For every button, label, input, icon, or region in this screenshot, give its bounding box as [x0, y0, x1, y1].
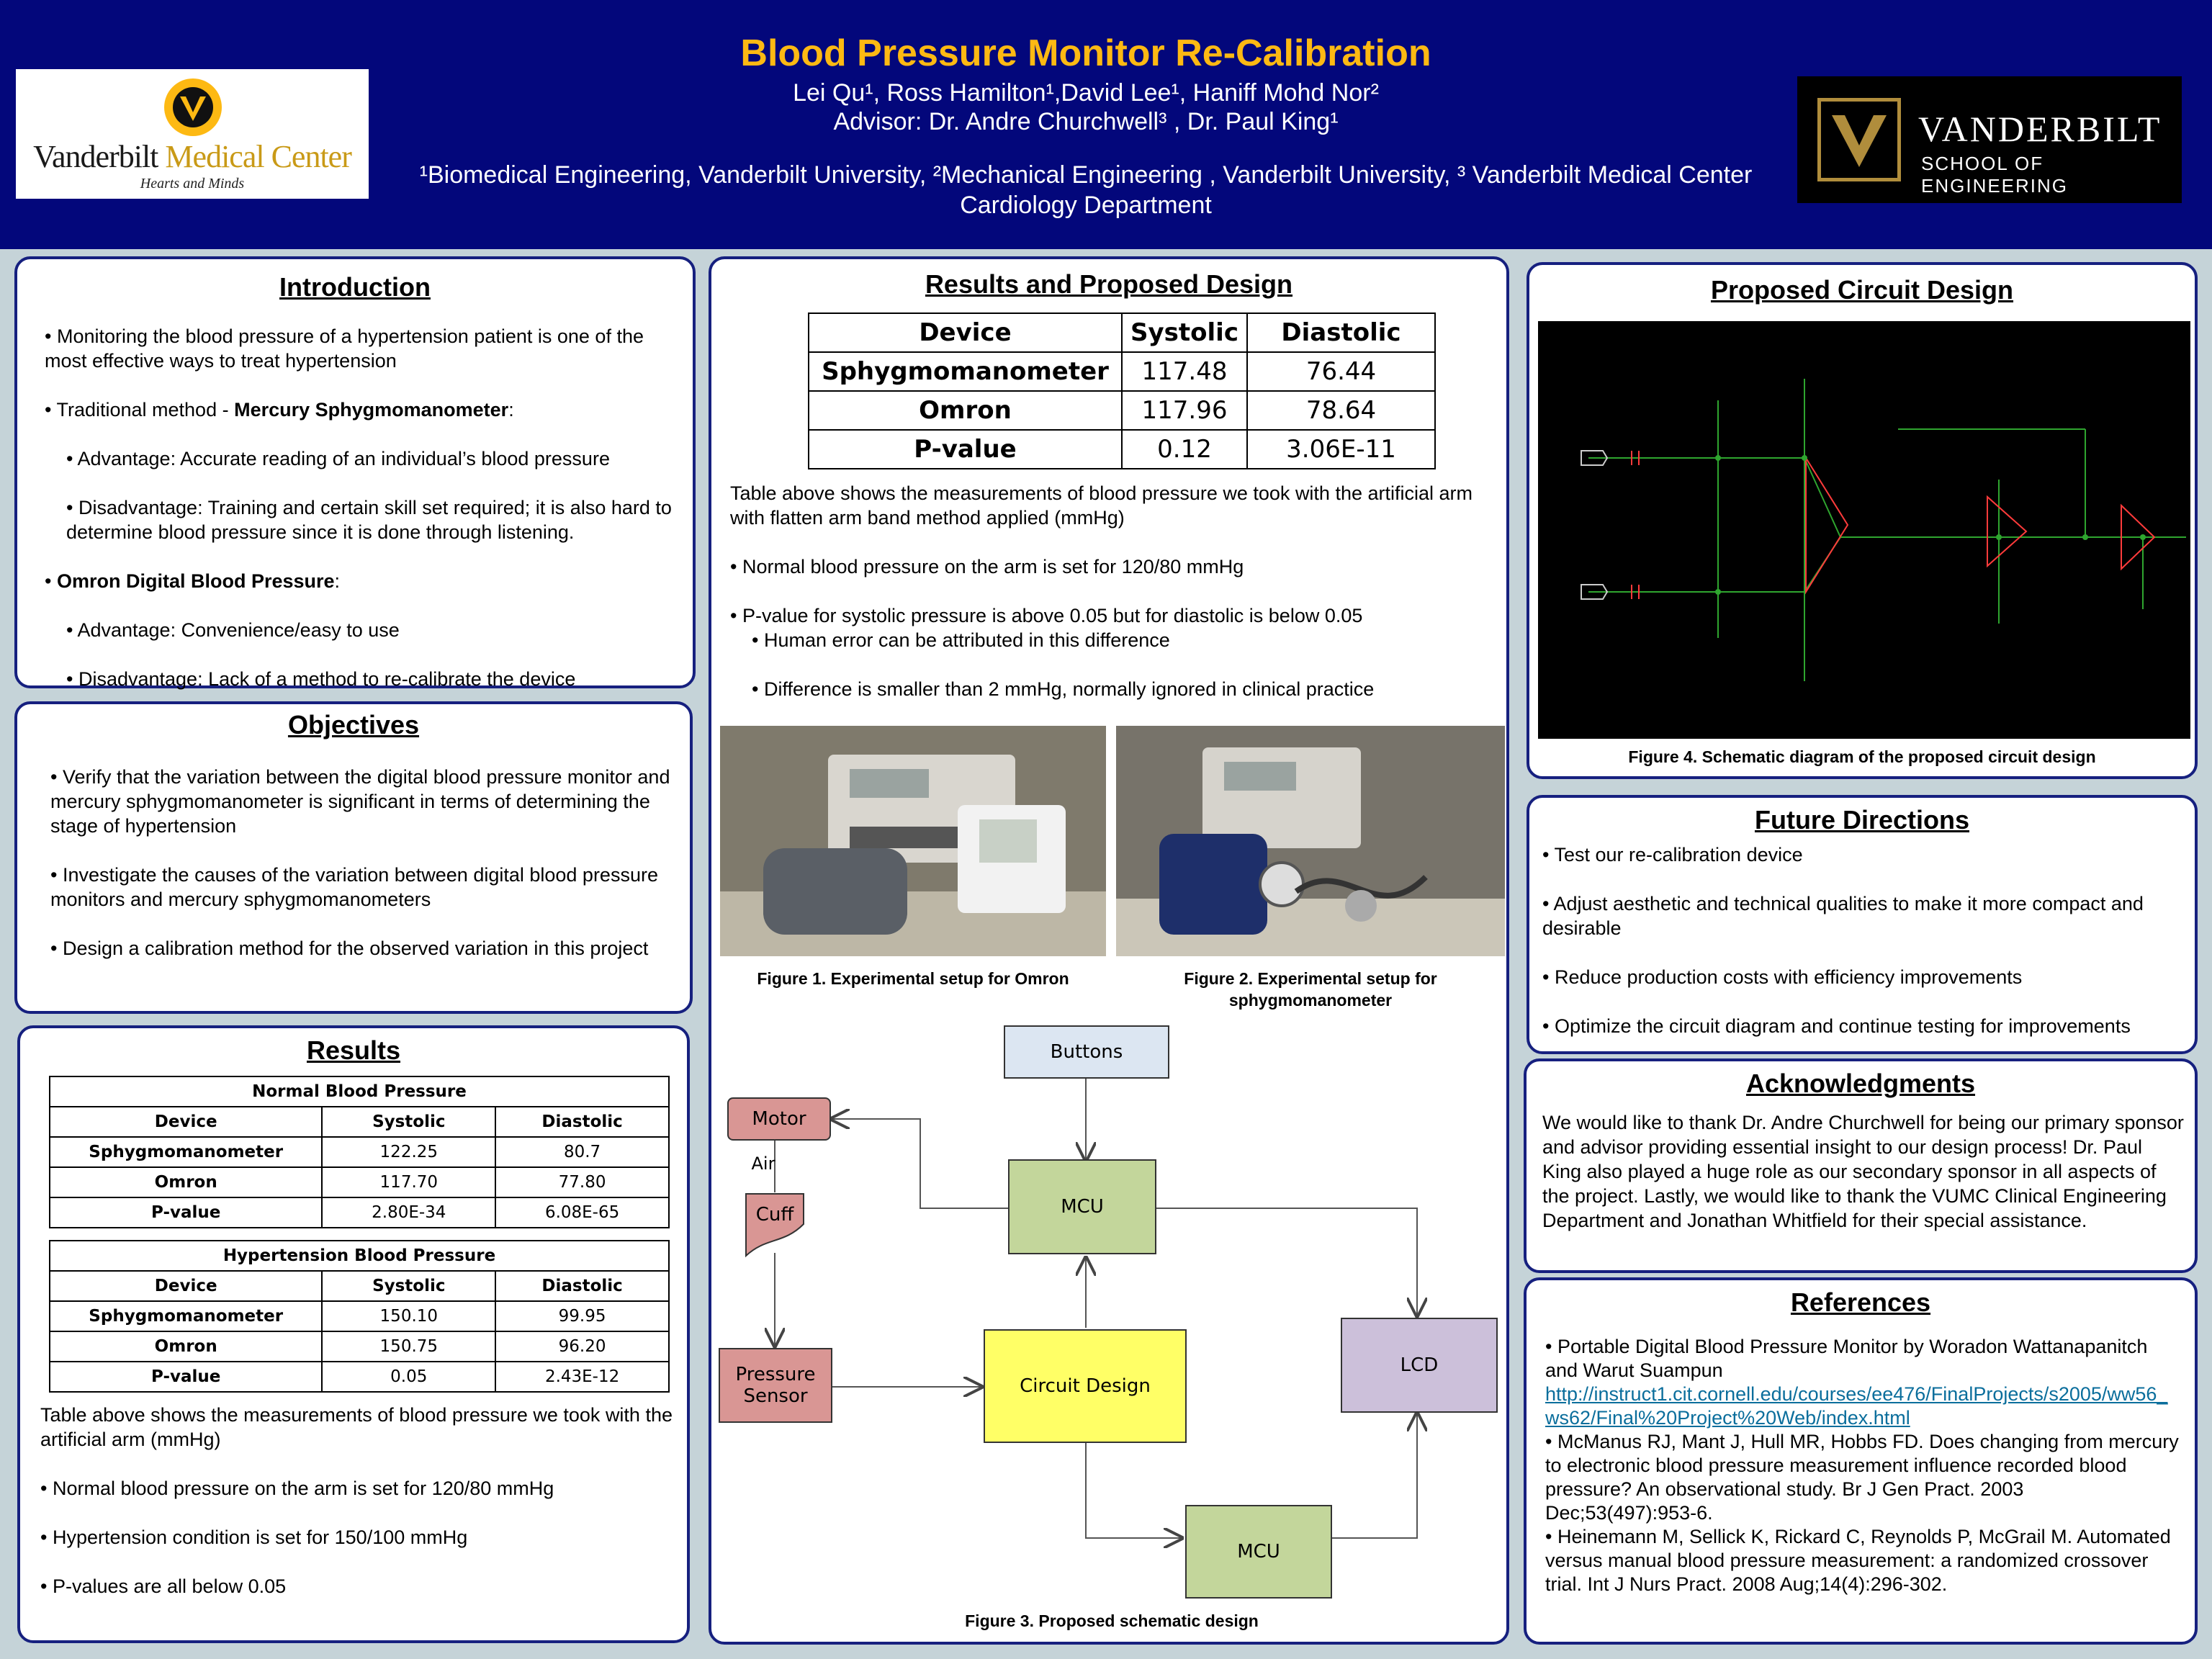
table-row: P-value 2.80E-34 6.08E-65: [50, 1197, 669, 1228]
logo-left-tagline: Hearts and Minds: [140, 176, 245, 192]
objectives-title: Objectives: [287, 710, 420, 739]
header-systolic: Systolic: [1122, 313, 1247, 352]
mcu-top-block: MCU: [1008, 1159, 1156, 1254]
header-device: Device: [50, 1271, 322, 1301]
affiliations: ¹Biomedical Engineering, Vanderbilt University, ²Mechanical Engineering , Vanderbilt University, ³ Vanderbilt Medical Center Cardiology Department: [419, 161, 1753, 219]
air-label: Air: [751, 1154, 775, 1174]
vanderbilt-medical-center-logo: [16, 69, 369, 199]
acknowledgments-title: Acknowledgments: [1745, 1069, 1976, 1098]
references-title: References: [1790, 1287, 1931, 1317]
arrow-mcu-bottom-to-lcd: [1332, 1414, 1417, 1538]
header-diastolic: Diastolic: [1247, 313, 1435, 352]
header-systolic: Systolic: [322, 1107, 495, 1137]
poster-header: [0, 0, 2212, 249]
objectives-panel: [14, 701, 693, 1014]
header-diastolic: Diastolic: [495, 1271, 669, 1301]
cuff-label: Cuff: [755, 1204, 794, 1226]
table-row: Omron 117.70 77.80: [50, 1167, 669, 1197]
introduction-title: Introduction: [279, 272, 431, 302]
circuit-panel: [1527, 262, 2198, 779]
arrow-mcu-to-motor: [832, 1119, 1008, 1208]
table-row: Omron 150.75 96.20: [50, 1331, 669, 1362]
objectives-text: • Verify that the variation between the digital blood pressure monitor and mercury sphygmomanometer is significant in terms of determining the stage of hypertension • Investigate the causes of the variation between digital blood pressure monitors and mercury sphygmomanometers • Design a calibration method for the observed variation in this project: [50, 766, 670, 959]
logo-left-name: Vanderbilt Medical Center: [33, 139, 351, 174]
figure-2-caption: Figure 2. Experimental setup for sphygmomanometer: [1184, 969, 1437, 1010]
results-design-panel: [709, 256, 1509, 1645]
advisor: Advisor: Dr. Andre Churchwell³ , Dr. Paul King¹: [833, 108, 1339, 135]
introduction-text: • Monitoring the blood pressure of a hypertension patient is one of the most effective ways to treat hypertension • Traditional method - Mercury Sphygmomanometer: • Advantage: Accurate reading of an individual’s blood pressure • Disadvantage: Training and certain skill set required; it is also hard to determine blood pressure since it is done through listening. • Omron Digital Blood Pressure: • Advantage: Convenience/easy to use • Disadvantage: Lack of a method to re-calibrate the device: [45, 325, 672, 690]
future-directions-title: Future Directions: [1754, 805, 1970, 835]
circuit-title: Proposed Circuit Design: [1710, 275, 2014, 305]
mcu-bottom-block: MCU: [1185, 1505, 1332, 1599]
logo-right-name: VANDERBILT: [1918, 109, 2162, 149]
references-panel: [1524, 1277, 2198, 1645]
table-row: Sphygmomanometer 150.10 99.95: [50, 1301, 669, 1331]
motor-block: Motor: [727, 1097, 831, 1141]
hypertension-bp-table: [49, 1240, 670, 1393]
pressure-sensor-block: Pressure Sensor: [719, 1348, 832, 1423]
circuit-schematic: [1538, 321, 2190, 739]
figure-3-caption: Figure 3. Proposed schematic design: [965, 1611, 1259, 1630]
header-device: Device: [809, 313, 1122, 352]
header-systolic: Systolic: [322, 1271, 495, 1301]
vanderbilt-engineering-logo: [1797, 76, 2182, 203]
figure-4-caption: Figure 4. Schematic diagram of the proposed circuit design: [1628, 747, 2096, 766]
results-title: Results: [306, 1035, 401, 1065]
future-directions-panel: [1527, 795, 2198, 1054]
acknowledgments-text: We would like to thank Dr. Andre Churchwell for being our primary sponsor and advisor providing essential insight to our design process! Dr. Paul King also played a huge role as our secondary sponsor in all aspects of the project. Lastly, we would like to thank the VUMC Clinical Engineering Department and Jonathan Whitfield for their special assistance.: [1542, 1112, 2184, 1231]
table-row: Sphygmomanometer 117.48 76.44: [809, 352, 1435, 391]
header-diastolic: Diastolic: [495, 1107, 669, 1137]
lcd-block: LCD: [1341, 1318, 1498, 1413]
figure-1-caption: Figure 1. Experimental setup for Omron: [757, 969, 1069, 988]
vanderbilt-v-icon: [1817, 98, 1901, 181]
circuit-design-block: Circuit Design: [984, 1329, 1187, 1443]
results-panel: [17, 1025, 690, 1643]
logo-right-sub: SCHOOL OF ENGINEERING: [1921, 153, 2069, 197]
references-text: • Portable Digital Blood Pressure Monitor by Woradon Wattanapanitch and Warut Suampun http://instruct1.cit.cornell.edu/courses/ee476/FinalProjects/s2005/ww56_ws62/Final%20Project%20Web/index.html • McManus RJ, Mant J, Hull MR, Hobbs FD. Does changing from mercury to electronic blood pressure measurement influence recorded blood pressure? An observational study. Br J Gen Pract. 2003 Dec;53(497):953-6. • Heinemann M, Sellick K, Rickard C, Reynolds P, McGrail M. Automated versus manual blood pressure measurement: a randomized crossover trial. Int J Nurs Pract. 2008 Aug;14(4):296-302.: [1545, 1336, 2179, 1595]
introduction-panel: [14, 256, 696, 688]
table-row: P-value 0.05 2.43E-12: [50, 1362, 669, 1392]
acknowledgments-panel: [1524, 1058, 2198, 1273]
normal-bp-table-title: Normal Blood Pressure: [50, 1076, 669, 1107]
reference-1-link[interactable]: http://instruct1.cit.cornell.edu/courses/ee476/FinalProjects/s2005/ww56_ws62/Final%20Project%20Web/index.html: [1545, 1383, 2168, 1429]
future-directions-text: • Test our re-calibration device • Adjust aesthetic and technical qualities to make it more compact and desirable • Reduce production costs with efficiency improvements • Optimize the circuit diagram and continue testing for improvements: [1542, 844, 2144, 1037]
arrow-circuit-to-mcu-bottom: [1086, 1443, 1181, 1538]
arrow-mcu-to-lcd: [1156, 1208, 1417, 1315]
table-row: Omron 117.96 78.64: [809, 391, 1435, 430]
hypertension-bp-table-title: Hypertension Blood Pressure: [50, 1241, 669, 1271]
normal-bp-table: [49, 1076, 670, 1228]
medical-center-emblem-icon: [160, 76, 226, 138]
table-row: Sphygmomanometer 122.25 80.7: [50, 1137, 669, 1167]
buttons-block: Buttons: [1004, 1025, 1169, 1079]
header-device: Device: [50, 1107, 322, 1137]
authors: Lei Qu¹, Ross Hamilton¹,David Lee¹, Haniff Mohd Nor²: [793, 79, 1379, 107]
results-text: Table above shows the measurements of blood pressure we took with the artificial arm (mmHg) • Normal blood pressure on the arm is set for 120/80 mmHg • Hypertension condition is set for 150/100 mmHg • P-values are all below 0.05: [40, 1404, 673, 1597]
results-design-text: Table above shows the measurements of blood pressure we took with the artificial arm with flatten arm band method applied (mmHg) • Normal blood pressure on the arm is set for 120/80 mmHg • P-value for systolic pressure is above 0.05 but for diastolic is below 0.05 • Human error can be attributed in this difference • Difference is smaller than 2 mmHg, normally ignored in clinical practice: [730, 482, 1473, 700]
poster-title: Blood Pressure Monitor Re-Calibration: [740, 32, 1431, 74]
results-design-title: Results and Proposed Design: [925, 269, 1293, 299]
table-row: P-value 0.12 3.06E-11: [809, 430, 1435, 469]
